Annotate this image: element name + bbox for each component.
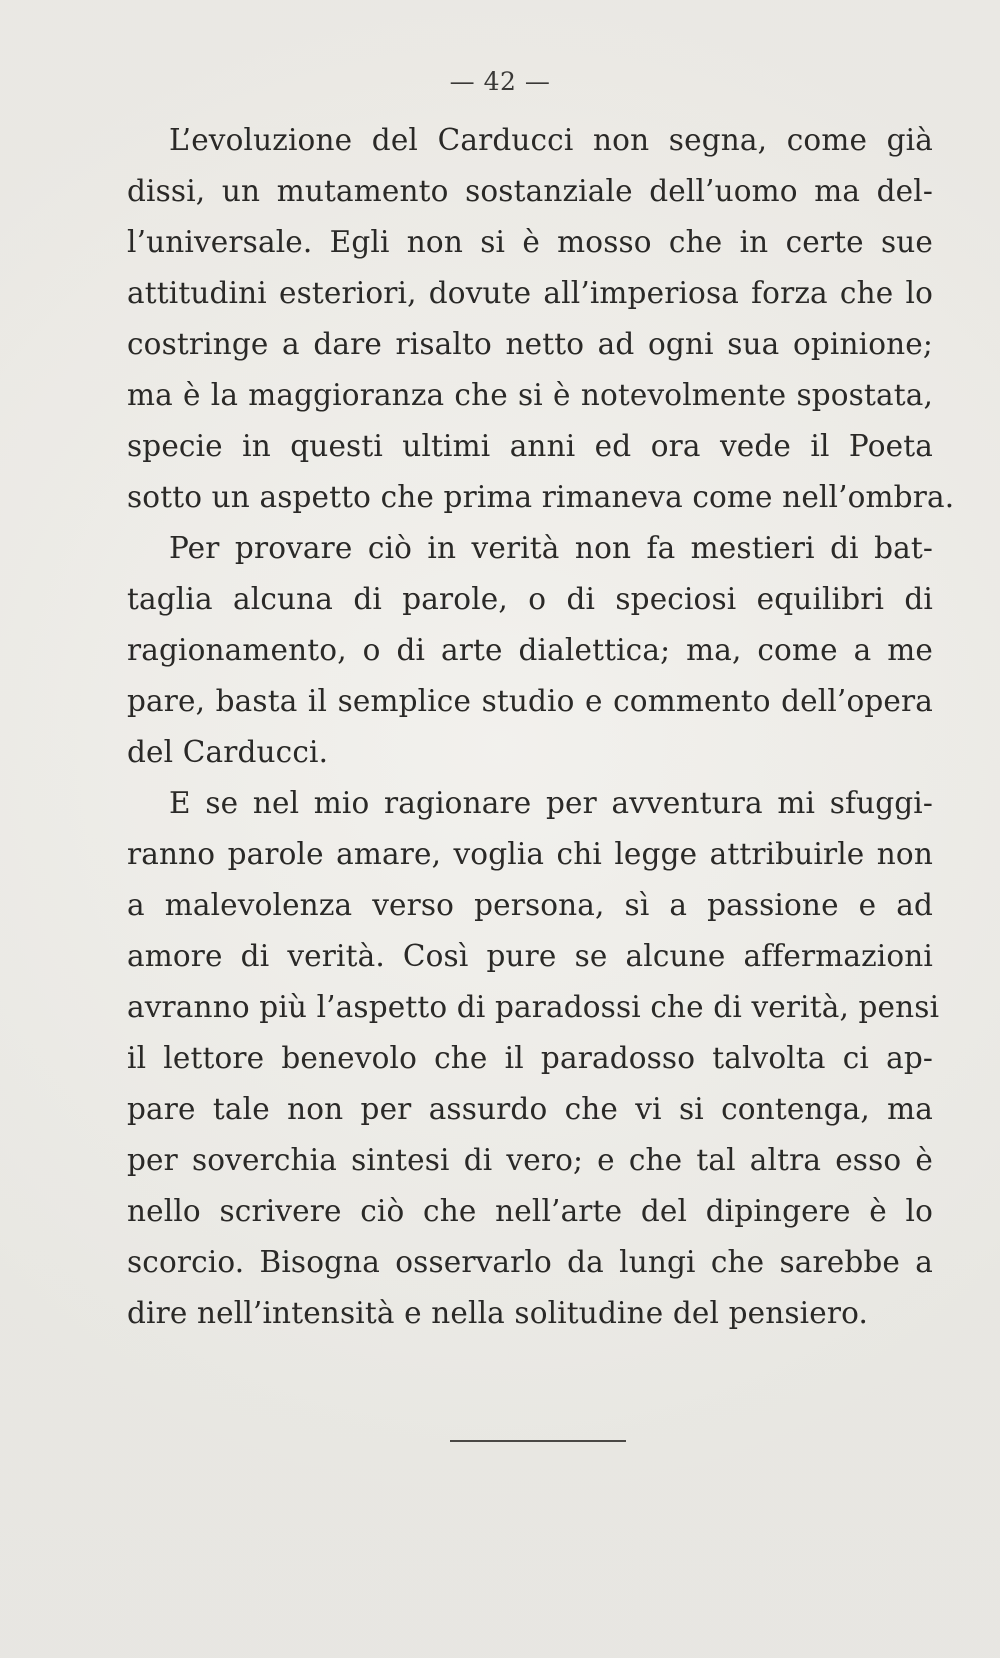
text-line: avranno più l’aspetto di paradossi che di verità, pensi xyxy=(127,990,940,1024)
text-line: E se nel mio ragionare per avventura mi sfuggi- xyxy=(169,786,933,820)
section-divider xyxy=(450,1440,626,1442)
text-line: amore di verità. Così pure se alcune affermazioni xyxy=(127,939,933,973)
text-line: L’evoluzione del Carducci non segna, come già xyxy=(169,123,933,157)
text-line: per soverchia sintesi di vero; e che tal altra esso è xyxy=(127,1143,933,1177)
text-line: ma è la maggioranza che si è notevolmente spostata, xyxy=(127,378,933,412)
text-line: costringe a dare risalto netto ad ogni sua opinione; xyxy=(127,327,933,361)
text-line: dire nell’intensità e nella solitudine del pensiero. xyxy=(127,1296,869,1330)
text-line: dissi, un mutamento sostanziale dell’uomo ma del- xyxy=(127,174,933,208)
text-line: pare, basta il semplice studio e commento dell’opera xyxy=(127,684,933,718)
text-line: del Carducci. xyxy=(127,735,329,769)
text-line: ragionamento, o di arte dialettica; ma, come a me xyxy=(127,633,933,667)
page-number: — 42 — xyxy=(449,67,551,96)
paragraph-1 xyxy=(127,115,955,523)
text-line: pare tale non per assurdo che vi si contenga, ma xyxy=(127,1092,933,1126)
text-line: Per provare ciò in verità non fa mestieri di bat- xyxy=(169,531,933,565)
text-line: il lettore benevolo che il paradosso talvolta ci ap- xyxy=(127,1041,933,1075)
text-line: specie in questi ultimi anni ed ora vede il Poeta xyxy=(127,429,933,463)
text-line: nello scrivere ciò che nell’arte del dipingere è lo xyxy=(127,1194,933,1228)
text-line: scorcio. Bisogna osservarlo da lungi che sarebbe a xyxy=(127,1245,933,1279)
text-line: l’universale. Egli non si è mosso che in certe sue xyxy=(127,225,933,259)
text-line: sotto un aspetto che prima rimaneva come nell’ombra. xyxy=(127,480,955,514)
text-line: a malevolenza verso persona, sì a passione e ad xyxy=(127,888,933,922)
paragraph-2 xyxy=(127,523,933,778)
text-line: ranno parole amare, voglia chi legge attribuirle non xyxy=(127,837,933,871)
text-line: attitudini esteriori, dovute all’imperiosa forza che lo xyxy=(127,276,933,310)
text-body xyxy=(127,115,955,1339)
paragraph-3 xyxy=(127,778,940,1339)
text-line: taglia alcuna di parole, o di speciosi equilibri di xyxy=(127,582,933,616)
